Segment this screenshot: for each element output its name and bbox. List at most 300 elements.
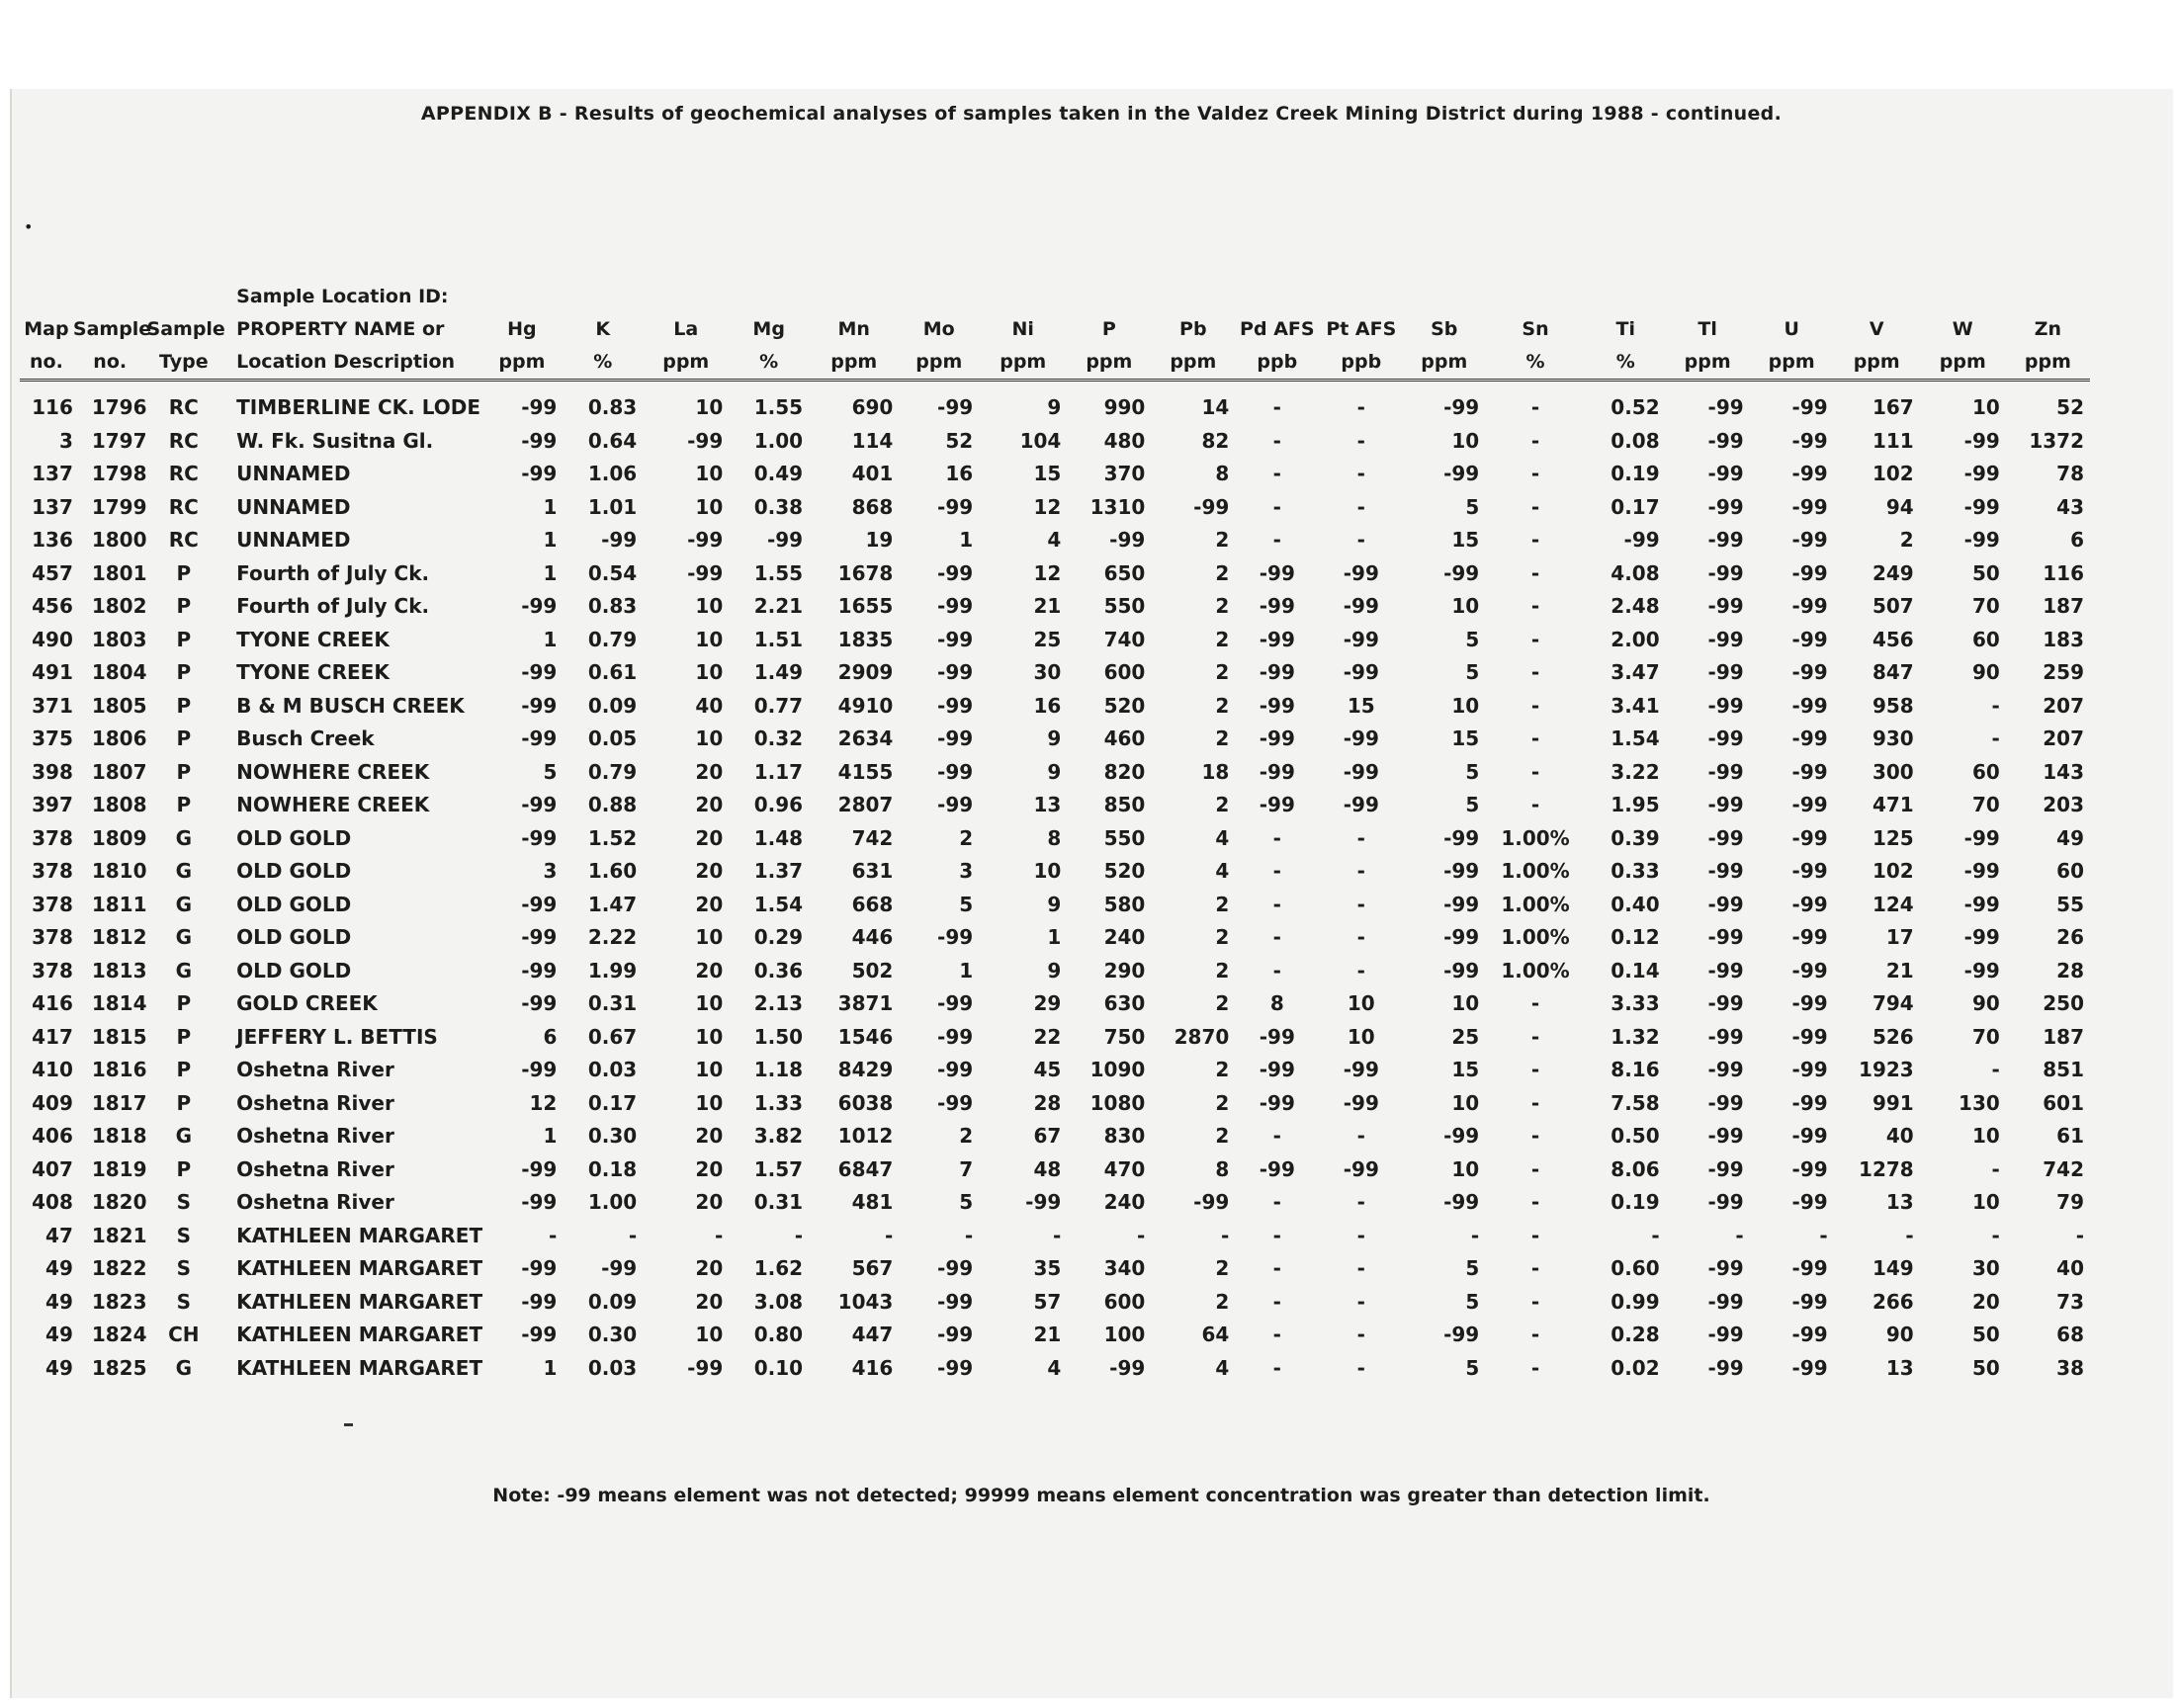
cell-ni: 104 [1019, 428, 1062, 453]
table-row [20, 1352, 2090, 1386]
cell-location: KATHLEEN MARGARET [236, 1355, 483, 1380]
cell-u: - [1819, 1223, 1828, 1247]
header-row-names [20, 313, 2090, 346]
cell-sample-no: 1814 [91, 991, 147, 1016]
table-row [20, 557, 2090, 591]
cell-tl: -99 [1707, 594, 1744, 619]
cell-tl: -99 [1707, 1156, 1744, 1181]
cell-sb: -99 [1443, 925, 1480, 950]
table-row [20, 1252, 2090, 1286]
cell-hg: 3 [543, 859, 558, 884]
cell-sn: - [1530, 428, 1540, 453]
cell-ni: -99 [1025, 1190, 1062, 1215]
table-row [20, 1054, 2090, 1087]
cell-pt-afs: -99 [1343, 726, 1379, 751]
cell-mo: -99 [937, 395, 974, 420]
cell-sample-type: P [176, 1024, 192, 1049]
cell-k: 0.31 [587, 991, 638, 1016]
header-zn: Zn [2034, 318, 2062, 340]
margin-speck: • [24, 217, 34, 236]
cell-tl: -99 [1707, 660, 1744, 685]
unit-p: ppm [1086, 351, 1133, 373]
cell-k: 1.01 [587, 494, 638, 519]
cell-pb: 2870 [1174, 1024, 1230, 1049]
unit-pd-afs: ppb [1257, 351, 1298, 373]
cell-tl: -99 [1707, 528, 1744, 553]
table-row [20, 955, 2090, 988]
cell-w: 130 [1958, 1090, 2000, 1115]
cell-map-no: 49 [45, 1256, 73, 1281]
cell-la: 40 [695, 693, 724, 718]
cell-mo: -99 [937, 494, 974, 519]
cell-sn: - [1530, 494, 1540, 519]
header-p: P [1101, 318, 1116, 340]
cell-pb: 2 [1215, 1058, 1230, 1082]
cell-w: -99 [1963, 462, 2000, 486]
cell-map-no: 490 [32, 627, 73, 651]
cell-k: -99 [601, 1256, 638, 1281]
cell-u: -99 [1791, 494, 1828, 519]
cell-v: 847 [1871, 660, 1914, 685]
unit-tl: ppm [1684, 351, 1731, 373]
cell-mo: -99 [937, 660, 974, 685]
cell-mg: 1.55 [753, 560, 804, 585]
cell-location: KATHLEEN MARGARET [236, 1289, 483, 1314]
cell-u: -99 [1791, 892, 1828, 916]
cell-sample-type: G [175, 825, 193, 850]
cell-ti: 0.33 [1610, 859, 1660, 884]
cell-pd-afs: - [1272, 825, 1281, 850]
cell-map-no: 49 [45, 1323, 73, 1347]
cell-pt-afs: - [1356, 1289, 1365, 1314]
cell-pb: -99 [1193, 494, 1230, 519]
cell-v: 94 [1885, 494, 1914, 519]
cell-zn: 61 [2056, 1124, 2084, 1149]
cell-sample-type: G [175, 1355, 193, 1380]
cell-sb: 5 [1465, 793, 1480, 817]
cell-map-no: 49 [45, 1355, 73, 1380]
cell-sample-no: 1813 [91, 958, 147, 982]
cell-mg: 1.48 [753, 825, 804, 850]
cell-sb: 10 [1451, 594, 1480, 619]
cell-v: 125 [1871, 825, 1914, 850]
cell-v: 930 [1871, 726, 1914, 751]
cell-map-no: 47 [45, 1223, 73, 1247]
cell-k: 1.06 [587, 462, 638, 486]
cell-v: 266 [1871, 1289, 1914, 1314]
cell-hg: 1 [543, 627, 558, 651]
cell-sb: 15 [1451, 726, 1480, 751]
cell-k: 0.17 [587, 1090, 638, 1115]
cell-u: -99 [1791, 560, 1828, 585]
cell-hg: 6 [543, 1024, 558, 1049]
footnote: Note: -99 means element was not detected; 99999 means element concentration was greater than detection limit. [492, 1485, 1710, 1506]
cell-pb: 2 [1215, 958, 1230, 982]
cell-sn: - [1530, 793, 1540, 817]
cell-w: 60 [1971, 759, 2000, 784]
table-row [20, 723, 2090, 756]
cell-pd-afs: - [1272, 395, 1281, 420]
cell-p: 850 [1103, 793, 1146, 817]
cell-mn: 1043 [837, 1289, 894, 1314]
header-sb: Sb [1431, 318, 1458, 340]
cell-ni: 4 [1047, 528, 1062, 553]
unit-sb: ppm [1421, 351, 1468, 373]
table-row [20, 1153, 2090, 1187]
cell-zn: 250 [2043, 991, 2084, 1016]
cell-u: -99 [1791, 759, 1828, 784]
cell-pd-afs: -99 [1259, 627, 1295, 651]
cell-tl: -99 [1707, 1289, 1744, 1314]
cell-map-no: 491 [32, 660, 73, 685]
cell-sn: - [1530, 660, 1540, 685]
cell-pd-afs: -99 [1259, 1156, 1295, 1181]
cell-zn: - [2075, 1223, 2084, 1247]
cell-sn: - [1530, 1058, 1540, 1082]
header-row-units [20, 346, 2090, 381]
cell-pt-afs: - [1356, 1124, 1365, 1149]
cell-pt-afs: -99 [1343, 660, 1379, 685]
cell-sb: 5 [1465, 1355, 1480, 1380]
cell-tl: -99 [1707, 793, 1744, 817]
cell-zn: 55 [2056, 892, 2084, 916]
cell-v: 102 [1871, 462, 1914, 486]
cell-v: 1278 [1859, 1156, 1914, 1181]
unit-zn: ppm [2024, 351, 2071, 373]
unit-mo: ppm [915, 351, 963, 373]
cell-pt-afs: - [1356, 1190, 1365, 1215]
cell-map-no: 378 [32, 925, 73, 950]
cell-ni: 13 [1033, 793, 1062, 817]
cell-tl: -99 [1707, 1256, 1744, 1281]
cell-k: 1.47 [587, 892, 638, 916]
cell-sb: -99 [1443, 892, 1480, 916]
header-pd-afs: Pd AFS [1240, 318, 1315, 340]
cell-mg: 0.31 [753, 1190, 804, 1215]
cell-sample-type: P [176, 693, 192, 718]
cell-sample-no: 1821 [91, 1223, 147, 1247]
header-hg: Hg [507, 318, 537, 340]
cell-k: 1.60 [587, 859, 638, 884]
cell-sample-no: 1798 [91, 462, 147, 486]
cell-map-no: 456 [32, 594, 73, 619]
header-pt-afs: Pt AFS [1326, 318, 1397, 340]
cell-zn: 60 [2056, 859, 2084, 884]
cell-sb: -99 [1443, 958, 1480, 982]
cell-k: 0.67 [587, 1024, 638, 1049]
cell-tl: -99 [1707, 892, 1744, 916]
cell-ni: 12 [1033, 560, 1062, 585]
cell-sample-no: 1803 [91, 627, 147, 651]
cell-zn: 1372 [2029, 428, 2084, 453]
cell-v: 90 [1885, 1323, 1914, 1347]
cell-zn: 28 [2056, 958, 2084, 982]
cell-zn: 26 [2056, 925, 2084, 950]
header-separator [20, 381, 2090, 392]
cell-la: 20 [695, 1289, 724, 1314]
cell-pt-afs: -99 [1343, 560, 1379, 585]
cell-ti: 0.19 [1610, 462, 1660, 486]
cell-sample-type: S [176, 1223, 192, 1247]
cell-sample-no: 1816 [91, 1058, 147, 1082]
cell-pb: 8 [1215, 462, 1230, 486]
cell-pt-afs: - [1356, 428, 1365, 453]
cell-location: OLD GOLD [236, 859, 352, 884]
header-sample-type: Sample [146, 318, 225, 340]
cell-pd-afs: -99 [1259, 1024, 1295, 1049]
cell-w: 50 [1971, 1323, 2000, 1347]
cell-pd-afs: - [1272, 859, 1281, 884]
cell-w: -99 [1963, 494, 2000, 519]
cell-k: 0.79 [587, 759, 638, 784]
cell-mg: 1.50 [753, 1024, 804, 1049]
cell-sample-no: 1812 [91, 925, 147, 950]
cell-map-no: 408 [32, 1190, 73, 1215]
cell-sn: 1.00% [1501, 892, 1570, 916]
cell-la: 10 [695, 925, 724, 950]
cell-pd-afs: - [1272, 1323, 1281, 1347]
cell-map-no: 378 [32, 892, 73, 916]
cell-v: 249 [1871, 560, 1914, 585]
cell-p: 470 [1103, 1156, 1146, 1181]
cell-ti: 3.22 [1610, 759, 1660, 784]
cell-pt-afs: 15 [1347, 693, 1375, 718]
cell-hg: 1 [543, 528, 558, 553]
cell-ni: 9 [1047, 726, 1062, 751]
table-row [20, 524, 2090, 557]
cell-ti: 3.41 [1610, 693, 1660, 718]
cell-hg: -99 [521, 1256, 558, 1281]
cell-u: -99 [1791, 1190, 1828, 1215]
cell-u: -99 [1791, 1355, 1828, 1380]
cell-sn: - [1530, 594, 1540, 619]
cell-pt-afs: -99 [1343, 594, 1379, 619]
cell-mo: -99 [937, 759, 974, 784]
cell-ni: 45 [1033, 1058, 1062, 1082]
cell-ni: 21 [1033, 1323, 1062, 1347]
cell-hg: -99 [521, 693, 558, 718]
cell-pd-afs: -99 [1259, 560, 1295, 585]
cell-ti: 1.32 [1610, 1024, 1660, 1049]
cell-sample-type: P [176, 759, 192, 784]
cell-sample-type: RC [168, 395, 199, 420]
cell-location: JEFFERY L. BETTIS [236, 1024, 438, 1049]
cell-ti: 7.58 [1610, 1090, 1660, 1115]
cell-w: 30 [1971, 1256, 2000, 1281]
cell-mo: -99 [937, 693, 974, 718]
cell-sb: 25 [1451, 1024, 1480, 1049]
table-row [20, 921, 2090, 955]
cell-pb: - [1221, 1223, 1230, 1247]
cell-sb: -99 [1443, 859, 1480, 884]
cell-zn: 49 [2056, 825, 2084, 850]
cell-pd-afs: -99 [1259, 693, 1295, 718]
cell-ti: 8.16 [1610, 1058, 1660, 1082]
table-row [20, 855, 2090, 889]
cell-mo: -99 [937, 1090, 974, 1115]
cell-zn: 207 [2043, 693, 2084, 718]
cell-map-no: 416 [32, 991, 73, 1016]
cell-k: 0.54 [587, 560, 638, 585]
cell-mo: -99 [937, 925, 974, 950]
cell-sample-type: RC [168, 494, 199, 519]
cell-mo: -99 [937, 627, 974, 651]
cell-sample-no: 1799 [91, 494, 147, 519]
cell-v: 300 [1871, 759, 1914, 784]
cell-map-no: 407 [32, 1156, 73, 1181]
cell-hg: 1 [543, 560, 558, 585]
cell-mg: 1.49 [753, 660, 804, 685]
unit-mg: % [759, 351, 779, 373]
cell-pb: 18 [1201, 759, 1230, 784]
cell-pb: 2 [1215, 528, 1230, 553]
cell-u: -99 [1791, 991, 1828, 1016]
cell-sample-no: 1819 [91, 1156, 147, 1181]
cell-ti: 1.95 [1610, 793, 1660, 817]
cell-sample-type: P [176, 726, 192, 751]
cell-tl: -99 [1707, 759, 1744, 784]
cell-sample-type: G [175, 892, 193, 916]
cell-mo: -99 [937, 1256, 974, 1281]
header-row-top [20, 281, 2090, 313]
cell-pb: 2 [1215, 627, 1230, 651]
cell-pt-afs: 10 [1347, 991, 1375, 1016]
cell-w: 90 [1971, 660, 2000, 685]
cell-ti: 0.99 [1610, 1289, 1660, 1314]
cell-sn: - [1530, 1124, 1540, 1149]
cell-zn: 73 [2056, 1289, 2084, 1314]
cell-tl: -99 [1707, 428, 1744, 453]
cell-sb: 10 [1451, 1090, 1480, 1115]
cell-location: OLD GOLD [236, 925, 352, 950]
cell-u: -99 [1791, 925, 1828, 950]
cell-tl: -99 [1707, 1090, 1744, 1115]
cell-pt-afs: -99 [1343, 1090, 1379, 1115]
cell-u: -99 [1791, 528, 1828, 553]
cell-location: NOWHERE CREEK [236, 793, 430, 817]
cell-u: -99 [1791, 462, 1828, 486]
cell-tl: -99 [1707, 958, 1744, 982]
cell-hg: -99 [521, 991, 558, 1016]
header-pb: Pb [1179, 318, 1207, 340]
cell-hg: -99 [521, 1156, 558, 1181]
cell-pd-afs: - [1272, 925, 1281, 950]
cell-w: -99 [1963, 528, 2000, 553]
cell-pb: 2 [1215, 925, 1230, 950]
cell-sample-no: 1825 [91, 1355, 147, 1380]
cell-zn: 79 [2056, 1190, 2084, 1215]
table-row [20, 987, 2090, 1021]
cell-w: -99 [1963, 428, 2000, 453]
cell-location: TIMBERLINE CK. LODE [236, 395, 481, 420]
cell-pd-afs: - [1272, 892, 1281, 916]
cell-pd-afs: -99 [1259, 759, 1295, 784]
cell-zn: 601 [2043, 1090, 2084, 1115]
cell-sample-type: P [176, 660, 192, 685]
cell-sample-no: 1810 [91, 859, 147, 884]
cell-w: 50 [1971, 1355, 2000, 1380]
cell-sn: 1.00% [1501, 859, 1570, 884]
table-row [20, 491, 2090, 525]
cell-ti: 3.47 [1610, 660, 1660, 685]
cell-mg: 0.29 [753, 925, 804, 950]
cell-la: 10 [695, 1024, 724, 1049]
cell-pt-afs: - [1356, 958, 1365, 982]
cell-ti: 2.48 [1610, 594, 1660, 619]
cell-sb: -99 [1443, 462, 1480, 486]
cell-u: -99 [1791, 1323, 1828, 1347]
cell-ti: 0.39 [1610, 825, 1660, 850]
cell-mg: 1.17 [753, 759, 804, 784]
cell-hg: -99 [521, 428, 558, 453]
cell-hg: -99 [521, 1190, 558, 1215]
cell-map-no: 375 [32, 726, 73, 751]
table-row [20, 1186, 2090, 1220]
cell-mn: 631 [851, 859, 894, 884]
cell-pd-afs: - [1272, 462, 1281, 486]
cell-mg: 1.18 [753, 1058, 804, 1082]
cell-mn: 690 [851, 395, 894, 420]
cell-zn: 40 [2056, 1256, 2084, 1281]
cell-mn: 446 [851, 925, 894, 950]
cell-k: 0.09 [587, 1289, 638, 1314]
cell-hg: -99 [521, 395, 558, 420]
cell-mn: 447 [851, 1323, 894, 1347]
header-v: V [1869, 318, 1884, 340]
cell-mg: 2.21 [753, 594, 804, 619]
cell-mn: 114 [851, 428, 894, 453]
unit-w: ppm [1939, 351, 1986, 373]
cell-mn: 4910 [837, 693, 894, 718]
cell-pd-afs: - [1272, 1190, 1281, 1215]
cell-pd-afs: -99 [1259, 594, 1295, 619]
cell-map-no: 3 [58, 428, 73, 453]
cell-u: -99 [1791, 693, 1828, 718]
table-row [20, 889, 2090, 922]
cell-mg: 0.77 [753, 693, 804, 718]
cell-la: 20 [695, 892, 724, 916]
cell-p: 630 [1103, 991, 1146, 1016]
cell-pt-afs: - [1356, 859, 1365, 884]
cell-u: -99 [1791, 859, 1828, 884]
cell-w: -99 [1963, 859, 2000, 884]
cell-zn: 203 [2043, 793, 2084, 817]
cell-sample-no: 1822 [91, 1256, 147, 1281]
cell-mg: 1.55 [753, 395, 804, 420]
unit-pt-afs: ppb [1341, 351, 1382, 373]
cell-sn: - [1530, 1256, 1540, 1281]
cell-sb: -99 [1443, 395, 1480, 420]
cell-sample-no: 1802 [91, 594, 147, 619]
cell-pt-afs: - [1356, 462, 1365, 486]
cell-la: -99 [687, 528, 724, 553]
cell-ti: 8.06 [1610, 1156, 1660, 1181]
cell-k: 0.09 [587, 693, 638, 718]
cell-mg: 0.10 [753, 1355, 804, 1380]
cell-w: -99 [1963, 925, 2000, 950]
cell-hg: -99 [521, 1323, 558, 1347]
unit-v: ppm [1853, 351, 1900, 373]
cell-k: - [628, 1223, 638, 1247]
cell-k: 1.52 [587, 825, 638, 850]
cell-v: 149 [1871, 1256, 1914, 1281]
cell-sb: 5 [1465, 1289, 1480, 1314]
header-w: W [1952, 318, 1973, 340]
cell-tl: -99 [1707, 560, 1744, 585]
cell-k: 0.30 [587, 1124, 638, 1149]
unit-location: Location Description [236, 351, 456, 373]
cell-v: 526 [1871, 1024, 1914, 1049]
